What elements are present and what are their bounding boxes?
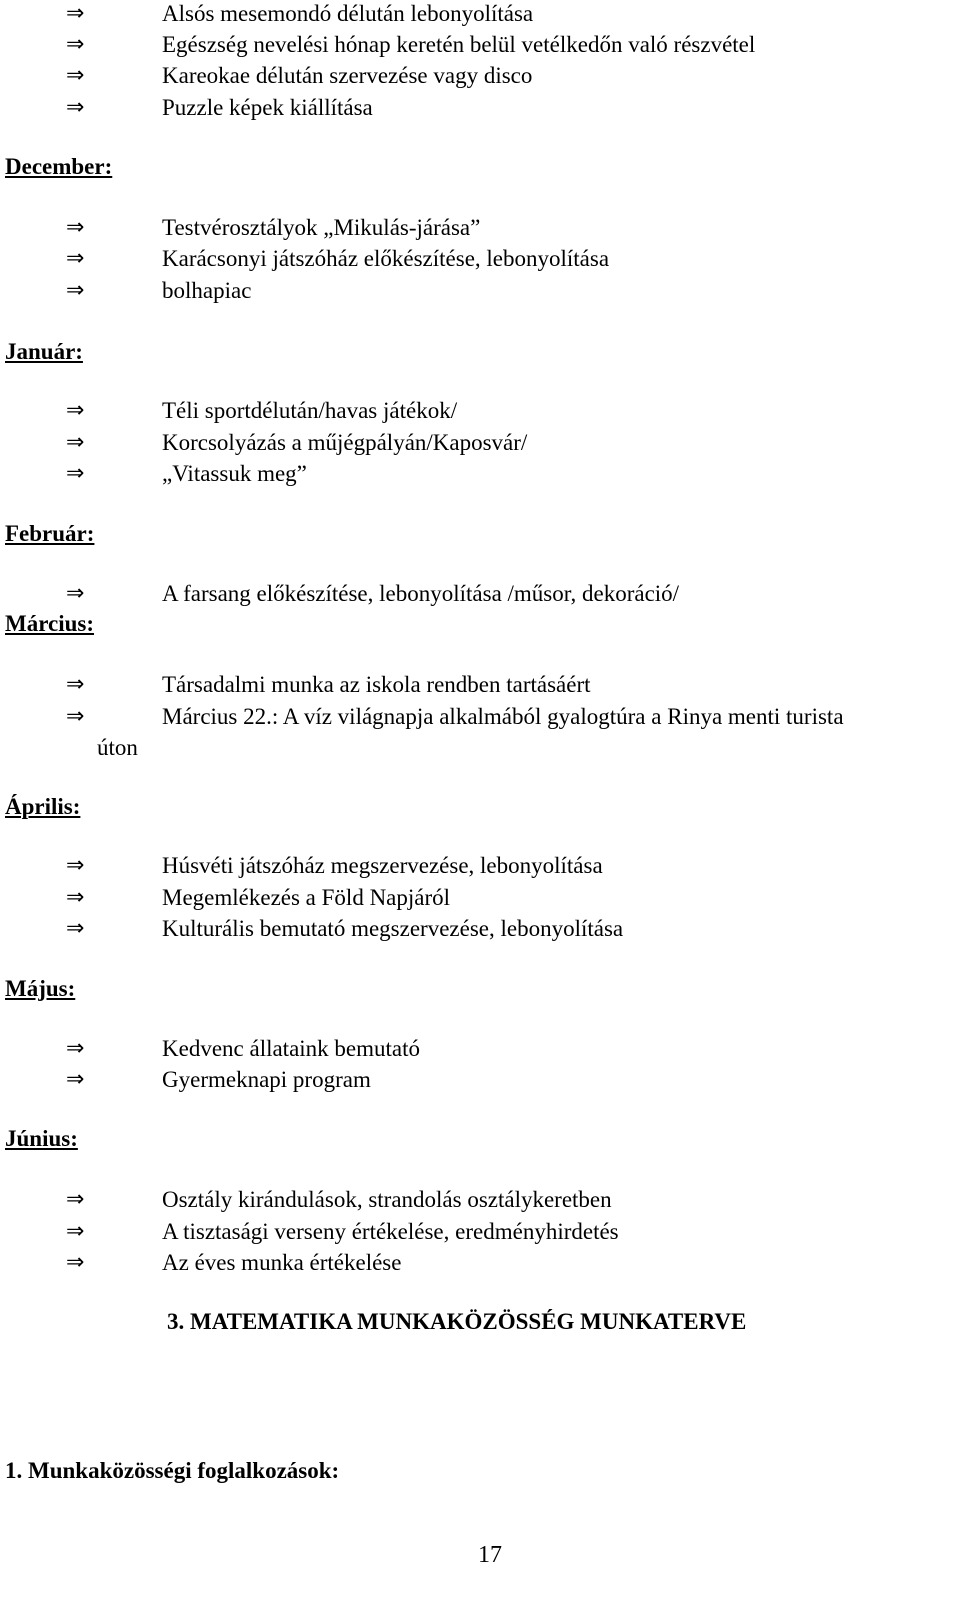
month-heading-februar: Február: <box>5 521 95 546</box>
implies-arrow-icon: ⇒ <box>66 1 85 26</box>
list-item-continuation: úton <box>97 735 138 760</box>
page-number: 17 <box>478 1542 502 1568</box>
list-item-text: A tisztasági verseny értékelése, eredményhirdetés <box>162 1219 619 1244</box>
list-item-text: Téli sportdélután/havas játékok/ <box>162 398 458 423</box>
month-heading-december: December: <box>5 154 113 179</box>
implies-arrow-icon: ⇒ <box>66 95 85 120</box>
implies-arrow-icon: ⇒ <box>66 1187 85 1212</box>
implies-arrow-icon: ⇒ <box>66 430 85 455</box>
implies-arrow-icon: ⇒ <box>66 916 85 941</box>
implies-arrow-icon: ⇒ <box>66 1067 85 1092</box>
implies-arrow-icon: ⇒ <box>66 246 85 271</box>
list-item-text: Megemlékezés a Föld Napjáról <box>162 885 451 910</box>
month-heading-marcius: Március: <box>5 611 95 636</box>
list-item-text: Kulturális bemutató megszervezése, lebonyolítása <box>162 916 624 941</box>
list-item-text: Az éves munka értékelése <box>162 1250 402 1275</box>
implies-arrow-icon: ⇒ <box>66 215 85 240</box>
implies-arrow-icon: ⇒ <box>66 461 85 486</box>
list-item-text: Húsvéti játszóház megszervezése, lebonyolítása <box>162 853 603 878</box>
implies-arrow-icon: ⇒ <box>66 672 85 697</box>
implies-arrow-icon: ⇒ <box>66 885 85 910</box>
implies-arrow-icon: ⇒ <box>66 1219 85 1244</box>
list-item-text: Alsós mesemondó délután lebonyolítása <box>162 1 534 26</box>
implies-arrow-icon: ⇒ <box>66 704 85 729</box>
list-item-text: Március 22.: A víz világnapja alkalmából gyalogtúra a Rinya menti turista <box>162 704 844 729</box>
implies-arrow-icon: ⇒ <box>66 581 85 606</box>
section-title: 3. MATEMATIKA MUNKAKÖZÖSSÉG MUNKATERVE <box>167 1309 747 1334</box>
implies-arrow-icon: ⇒ <box>66 853 85 878</box>
month-heading-aprilis: Április: <box>5 794 81 819</box>
implies-arrow-icon: ⇒ <box>66 63 85 88</box>
implies-arrow-icon: ⇒ <box>66 1036 85 1061</box>
implies-arrow-icon: ⇒ <box>66 398 85 423</box>
subsection-title: 1. Munkaközösségi foglalkozások: <box>5 1458 340 1483</box>
list-item-text: Karácsonyi játszóház előkészítése, lebonyolítása <box>162 246 610 271</box>
list-item-text: Puzzle képek kiállítása <box>162 95 373 120</box>
list-item-text: Kareokae délután szervezése vagy disco <box>162 63 533 88</box>
list-item-text: Korcsolyázás a műjégpályán/Kaposvár/ <box>162 430 528 455</box>
list-item-text: Gyermeknapi program <box>162 1067 371 1092</box>
list-item-text: Kedvenc állataink bemutató <box>162 1036 421 1061</box>
list-item-text: A farsang előkészítése, lebonyolítása /műsor, dekoráció/ <box>162 581 680 606</box>
list-item-text: Társadalmi munka az iskola rendben tartásáért <box>162 672 591 697</box>
list-item-text: „Vitassuk meg” <box>162 461 307 486</box>
month-heading-majus: Május: <box>5 976 76 1001</box>
implies-arrow-icon: ⇒ <box>66 1250 85 1275</box>
list-item-text: Osztály kirándulások, strandolás osztálykeretben <box>162 1187 612 1212</box>
implies-arrow-icon: ⇒ <box>66 32 85 57</box>
list-item-text: Testvérosztályok „Mikulás-járása” <box>162 215 481 240</box>
list-item-text: bolhapiac <box>162 278 252 303</box>
implies-arrow-icon: ⇒ <box>66 278 85 303</box>
list-item-text: Egészség nevelési hónap keretén belül vetélkedőn való részvétel <box>162 32 756 57</box>
month-heading-januar: Január: <box>5 339 83 364</box>
month-heading-junius: Június: <box>5 1126 78 1151</box>
